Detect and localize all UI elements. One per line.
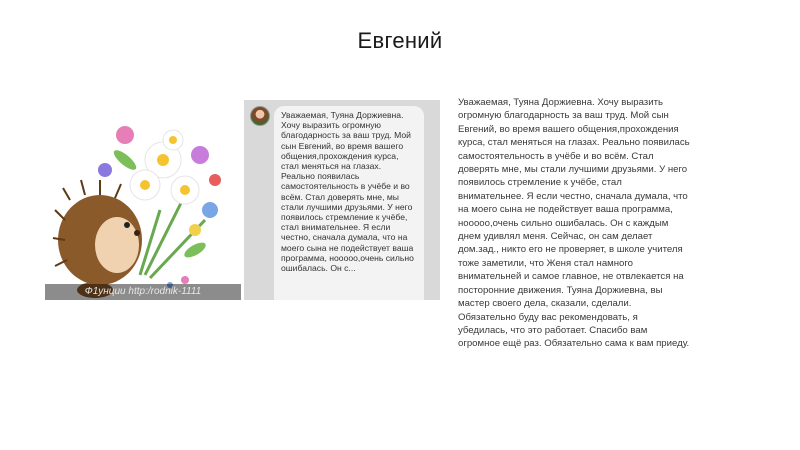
daisy-flowers — [130, 130, 199, 204]
hedgehog-illustration — [45, 100, 241, 300]
testimonial-text: Уважаемая, Туяна Доржиевна. Хочу выразить огромную благодарность за ваш труд. Мой сын Евгений, во время вашего общения,прохождения курса, стал меняться на глазах. Реально появилась самостоятельность в учёбе и во всём. Стал доверять мне, мы стали лучшими друзьями. У него появилось стремление к учёбе, стал внимательнее. Я если честно, сначала думала, что на моего сына не подействует ваша программа, нооооо,очень сильно ошибалась. Он с каждым днем удивлял меня. Сейчас, он сам делает дом.зад., никто его не проверяет, в школе учителя тоже заметили, что Женя стал намного внимательней и самое главное, не отвлекается на посторонние движения. Туяна Доржиевна, вы мастер своего дела, сказали, сделали. Обязательно буду вас рекомендовать, я убедилась, что это работает. Спасибо вам огромное ещё раз. Обязательно сама к вам приеду. — [458, 97, 690, 350]
avatar — [250, 106, 270, 126]
hedgehog — [53, 180, 142, 298]
chat-screenshot — [244, 100, 440, 300]
watermark-caption: Ф1унции http:/rodnik-1111 — [45, 284, 241, 300]
hedgehog-flowers-image — [45, 100, 241, 300]
chat-message-bubble: Уважаемая, Туяна Доржиевна. Хочу выразить огромную благодарность за ваш труд. Мой сын Евгений, во время вашего общения,прохождения курса, стал меняться на глазах. Реально появилась самостоятельность в учёбе и во всём. Стал доверять мне, мы стали лучшими друзьями. У него появилось стремление к учёбе, стал внимательнее. Я если честно, сначала думала, что на моего сына не подействует ваша программа, нооооо,очень сильно ошибалась. Он с... — [274, 106, 424, 300]
slide-title: Евгений — [357, 28, 443, 53]
